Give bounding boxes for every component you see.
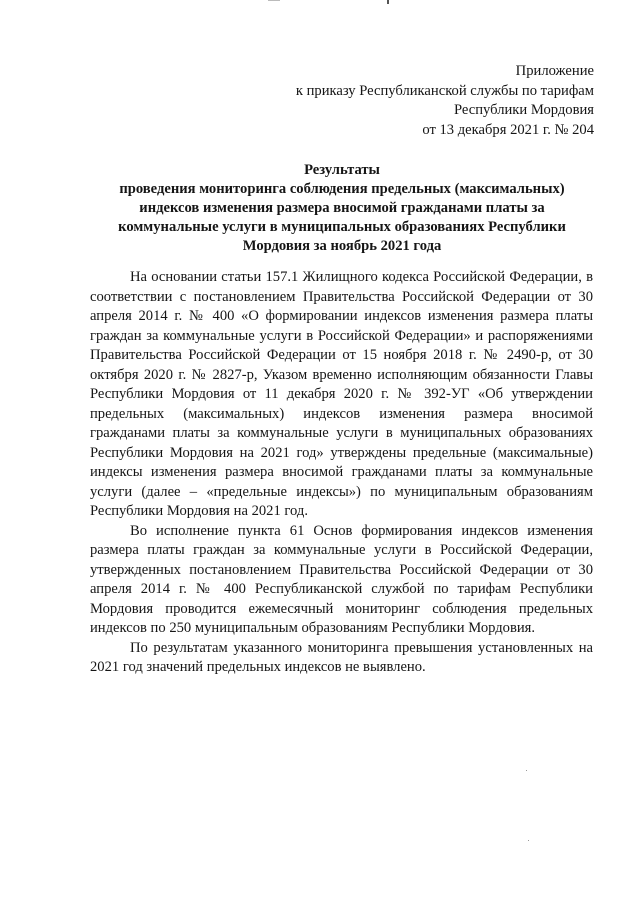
title-line: Мордовия за ноябрь 2021 года bbox=[242, 238, 442, 254]
body-paragraph: Во исполнение пункта 61 Основ формирования индексов изменения размера платы граждан за коммунальные услуги в Российской Федерации, утвержденных постановлением Правительства Российской Федерации от 30 апреля 2014 г. № 400 Республиканской службой по тарифам Республики Мордовия проводится ежемесячный мониторинг соблюдения предельных индексов по 250 муниципальным образованиям Республики Мордовия. bbox=[90, 522, 593, 636]
title-line: индексов изменения размера вносимой гражданами платы за bbox=[139, 200, 545, 216]
document-title bbox=[96, 161, 588, 256]
title-line: коммунальные услуги в муниципальных образованиях Республики bbox=[118, 219, 566, 235]
scan-speck bbox=[528, 840, 529, 841]
appendix-order-ref: к приказу Республиканской службы по тарифам bbox=[295, 82, 594, 99]
title-line: Результаты bbox=[304, 162, 380, 178]
appendix-label: Приложение bbox=[515, 63, 594, 79]
scan-speck bbox=[526, 770, 527, 771]
scan-artifact bbox=[387, 0, 389, 4]
appendix-date: от 13 декабря 2021 г. № 204 bbox=[422, 121, 594, 138]
title-line: проведения мониторинга соблюдения предельных (максимальных) bbox=[119, 181, 565, 197]
appendix-block bbox=[296, 62, 594, 140]
appendix-region: Республики Мордовия bbox=[453, 102, 594, 118]
body-paragraph: На основании статьи 157.1 Жилищного кодекса Российской Федерации, в соответствии с постановлением Правительства Российской Федерации от 30 апреля 2014 г. № 400 «О формировании индексов изменения размера платы граждан за коммунальные услуги в Российской Федерации» и распоряжениями Правительства Российской Федерации от 15 ноября 2018 г. № 2490-р, от 30 октября 2020 г. № 2827-р, Указом временно исполняющим обязанности Главы Республики Мордовия от 11 декабря 2020 г. № 392-УГ «Об утверждении предельных (максимальных) индексов изменения размера вносимой гражданами платы за коммунальные услуги в муниципальных образованиях Республики Мордовия на 2021 год» утверждены предельные (максимальные) индексы изменения размера вносимой гражданами платы за коммунальные услуги (далее – «предельные индексы») по муниципальным образованиям Республики Мордовия на 2021 год. bbox=[90, 269, 593, 519]
document-body bbox=[90, 268, 593, 678]
body-paragraph: По результатам указанного мониторинга превышения установленных на 2021 год значений предельных индексов не выявлено. bbox=[90, 639, 593, 675]
scan-artifact bbox=[268, 0, 280, 1]
